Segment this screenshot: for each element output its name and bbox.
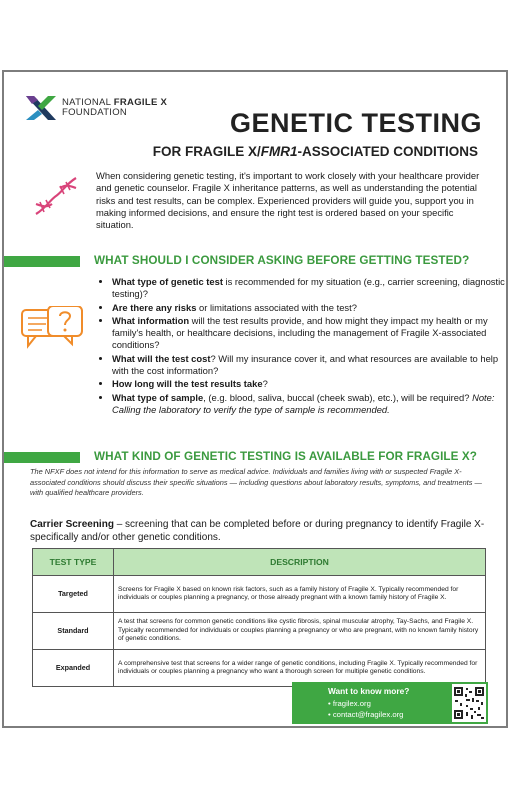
- section-divider: [4, 452, 80, 463]
- questions-list: [96, 276, 508, 417]
- list-item: • What information will the test results provide, and how might they impact my health or my family's health, or healthcare decisions, including the management of Fragile X-associated conditions?: [112, 315, 508, 352]
- section-heading-questions: WHAT SHOULD I CONSIDER ASKING BEFORE GETTING TESTED?: [94, 254, 470, 267]
- table-header: DESCRIPTION: [114, 549, 486, 576]
- disclaimer: The NFXF does not intend for this information to serve as medical advice. Individuals and families living with or suspected Fragile X-associated conditions should discuss their specific situations — including questions about laboratory results, symptoms, and treatments — with qualified healthcare providers.: [30, 467, 482, 497]
- list-item: • What type of genetic test is recommended for my situation (e.g., carrier screening, diagnostic testing)?: [112, 276, 508, 301]
- page-subtitle: FOR FRAGILE X/FMR1-ASSOCIATED CONDITIONS: [152, 144, 478, 159]
- table-header: TEST TYPE: [33, 549, 114, 576]
- carrier-screening-text: Carrier Screening – screening that can be completed before or during pregnancy to identify Fragile X-specifically and/or other genetic conditions.: [30, 519, 485, 543]
- website-link[interactable]: • fragilex.org: [328, 699, 371, 708]
- table-row: [33, 613, 486, 650]
- chat-question-icon: [20, 306, 84, 366]
- test-type-cell: Targeted: [33, 576, 114, 613]
- description-cell: A test that screens for common genetic conditions like cystic fibrosis, spinal muscular atrophy, Tay-Sachs, and Fragile X. Typically recommended for individuals or couples planning a pregnancy or who are pregnant, with no known family history of genetic conditions.: [114, 613, 486, 650]
- list-item: • Are there any risks or limitations associated with the test?: [112, 302, 508, 314]
- section-heading-testing: WHAT KIND OF GENETIC TESTING IS AVAILABLE FOR FRAGILE X?: [94, 450, 478, 463]
- nfxf-logo[interactable]: [24, 94, 167, 122]
- description-cell: Screens for Fragile X based on known risk factors, such as a family history of Fragile X. Typically recommended for individuals or couples planning a pregnancy, or those already pregnant with a known family history of Fragile X.: [114, 576, 486, 613]
- list-item: • What type of sample, (e.g. blood, saliva, buccal (cheek swab), etc.), will be required? Note: Calling the laboratory to verify the type of sample is recommended.: [112, 392, 508, 417]
- list-item: • How long will the test results take?: [112, 378, 508, 390]
- table-row: [33, 576, 486, 613]
- logo-text: NATIONAL FRAGILE X FOUNDATION: [62, 97, 168, 118]
- page-title: GENETIC TESTING: [229, 108, 482, 138]
- intro-paragraph: When considering genetic testing, it's important to work closely with your healthcare provider and genetic counselor. Fragile X inheritance patterns, as well as understanding the potential risks and test results, can be complex. Experienced providers will guide you, support you in making informed decisions, and ensure the right test is ordered based on your specific situation.: [96, 170, 480, 231]
- description-cell: A comprehensive test that screens for a wider range of genetic conditions, including Fragile X. Typically recommended for individuals or couples planning a pregnancy who want a thorough screen for multiple genetic conditions.: [114, 650, 486, 687]
- list-item: • What will the test cost? Will my insurance cover it, and what resources are available to help with the cost information?: [112, 353, 508, 378]
- section-divider: [4, 256, 80, 267]
- table-row: [33, 650, 486, 687]
- contact-box: [292, 682, 488, 724]
- qr-code-icon[interactable]: [452, 684, 486, 722]
- fact-sheet: [2, 70, 508, 728]
- test-type-cell: Expanded: [33, 650, 114, 687]
- test-type-table: [32, 548, 486, 687]
- contact-title: Want to know more?: [328, 686, 410, 696]
- test-type-cell: Standard: [33, 613, 114, 650]
- email-link[interactable]: • contact@fragilex.org: [328, 710, 404, 719]
- x-logo-icon: [24, 94, 58, 122]
- dna-icon: [32, 174, 80, 220]
